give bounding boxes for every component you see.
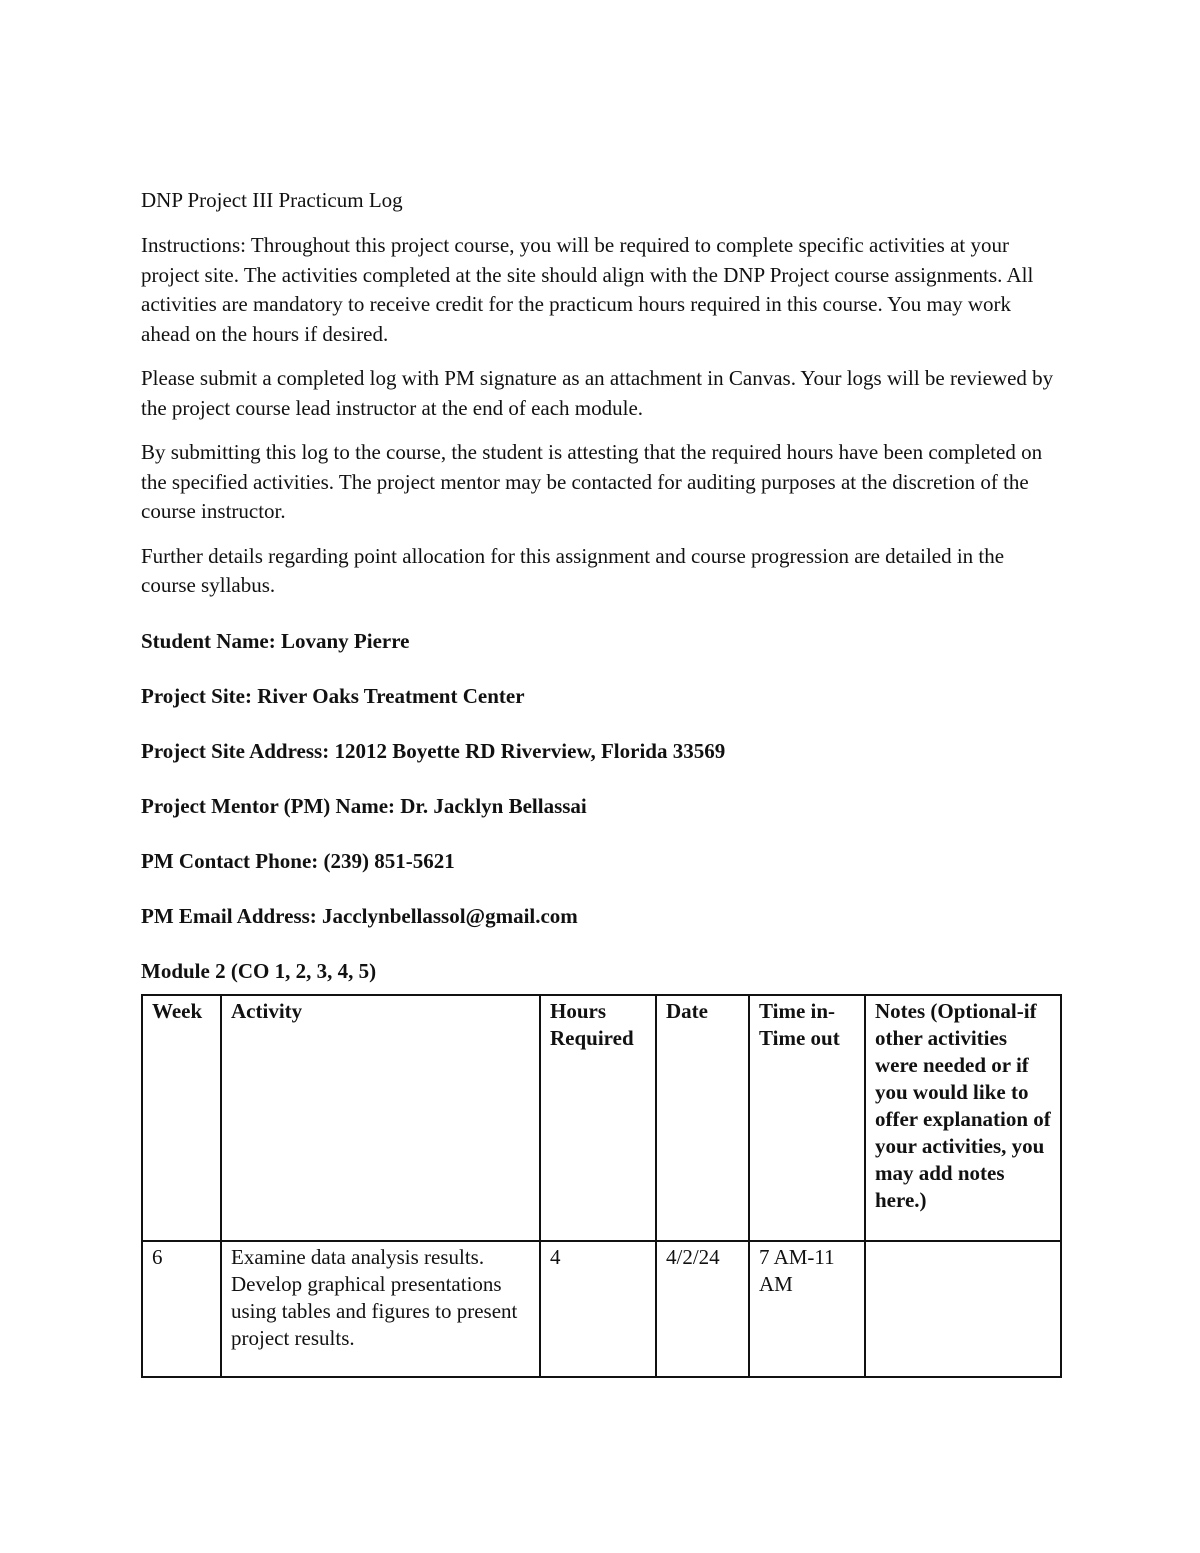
practicum-log-table [141, 994, 1062, 1378]
project-site-field: Project Site: River Oaks Treatment Center [141, 683, 525, 708]
document-page [141, 186, 1061, 1378]
cell-date: 4/2/24 [656, 1241, 749, 1377]
cell-hours: 4 [540, 1241, 656, 1377]
project-site-address-field: Project Site Address: 12012 Boyette RD Riverview, Florida 33569 [141, 738, 726, 763]
submission-paragraph: Please submit a completed log with PM signature as an attachment in Canvas. Your logs will be reviewed by the project course lead instructor at the end of each module. [141, 366, 1054, 420]
cell-week: 6 [142, 1241, 221, 1377]
pm-email-field: PM Email Address: Jacclynbellassol@gmail.com [141, 903, 578, 928]
table-row [142, 1241, 1061, 1377]
project-mentor-field: Project Mentor (PM) Name: Dr. Jacklyn Bellassai [141, 793, 587, 818]
syllabus-paragraph: Further details regarding point allocation for this assignment and course progression are detailed in the course syllabus. [141, 543, 1005, 597]
header-time-in-out: Time in-Time out [749, 995, 865, 1241]
header-notes: Notes (Optional-if other activities were needed or if you would like to offer explanation of your activities, you may add notes here.) [865, 995, 1061, 1241]
instructions-paragraph: Instructions: Throughout this project course, you will be required to complete specific activities at your project site. The activities completed at the site should align with the DNP Project course assignments. All activities are mandatory to receive credit for the practicum hours required in this course. You may work ahead on the hours if desired. [141, 233, 1034, 346]
header-date: Date [656, 995, 749, 1241]
cell-notes [865, 1241, 1061, 1377]
header-hours-required: Hours Required [540, 995, 656, 1241]
document-title: DNP Project III Practicum Log [141, 188, 403, 212]
attestation-paragraph: By submitting this log to the course, the student is attesting that the required hours have been completed on the specified activities. The project mentor may be contacted for auditing purposes at the discretion of the course instructor. [141, 440, 1043, 523]
cell-time: 7 AM-11 AM [749, 1241, 865, 1377]
cell-activity: Examine data analysis results. Develop graphical presentations using tables and figures to present project results. [221, 1241, 540, 1377]
pm-contact-phone-field: PM Contact Phone: (239) 851-5621 [141, 848, 455, 873]
header-week: Week [142, 995, 221, 1241]
module-heading: Module 2 (CO 1, 2, 3, 4, 5) [141, 958, 377, 983]
header-activity: Activity [221, 995, 540, 1241]
student-info-fields [141, 627, 1061, 957]
student-name-field: Student Name: Lovany Pierre [141, 628, 410, 653]
table-header-row [142, 995, 1061, 1241]
